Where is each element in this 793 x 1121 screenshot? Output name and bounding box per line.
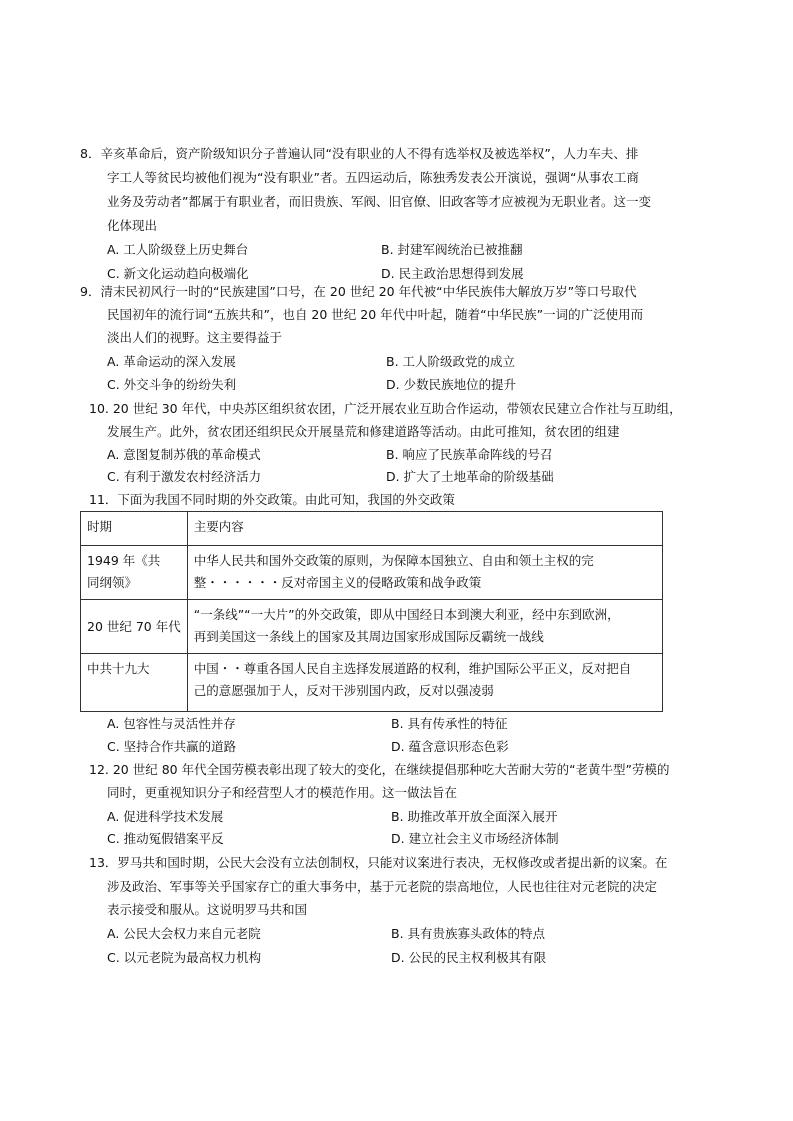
cell-line: 己的意愿强加于人，反对干涉别国内政，反对以强凌弱: [193, 683, 494, 698]
table-cell-content: [187, 546, 662, 600]
q13-line-3: 表示接受和服从。这说明罗马共和国: [107, 902, 308, 917]
q10-option-d[interactable]: D. 扩大了土地革命的阶级基础: [386, 469, 554, 484]
q10-option-c[interactable]: C. 有利于激发农村经济活力: [107, 469, 262, 484]
cell-line: 中共十九大: [87, 661, 150, 676]
q10-line-1: 10. 20 世纪 30 年代，中央苏区组织贫农团，广泛开展农业互助合作运动，带领农民建立合作社与互助组，: [89, 401, 682, 416]
table-cell-period: [81, 546, 188, 600]
q12-option-d[interactable]: D. 建立社会主义市场经济体制: [391, 831, 559, 846]
q13-line-2: 涉及政治、军事等关乎国家存亡的重大事务中，基于元老院的崇高地位，人民也往往对元老院的决定: [107, 879, 658, 894]
q8-line-4: 化体现出: [107, 218, 158, 233]
table-cell-content: [187, 600, 662, 654]
q12-line-2: 同时，更重视知识分子和经营型人才的模范作用。这一做法旨在: [107, 785, 458, 800]
cell-line: 同纲领》: [87, 575, 138, 590]
table-header-period: 时期: [81, 512, 188, 546]
q13-option-a[interactable]: A. 公民大会权力来自元老院: [107, 926, 261, 941]
cell-line: 20 世纪 70 年代: [87, 618, 181, 634]
table-header-content: 主要内容: [187, 512, 662, 546]
q8-line-1: 8．辛亥革命后，资产阶级知识分子普遍认同“没有职业的人不得有选举权及被选举权”，人力车夫、排: [80, 146, 639, 161]
table-row: [81, 600, 663, 654]
q11-option-d[interactable]: D. 蕴含意识形态色彩: [391, 739, 509, 754]
q10-option-b[interactable]: B. 响应了民族革命阵线的号召: [386, 447, 553, 462]
q8-line-3: 业务及劳动者”都属于有职业者，而旧贵族、军阀、旧官僚、旧政客等才应被视为无职业者。这一变: [107, 194, 651, 209]
q12-option-b[interactable]: B. 助推改革开放全面深入展开: [391, 809, 558, 824]
q12-line-1: 12. 20 世纪 80 年代全国劳模表彰出现了较大的变化，在继续提倡那种吃大苦耐大劳的“老黄牛型”劳模的: [89, 762, 670, 777]
q11-line-1: 11．下面为我国不同时期的外交政策。由此可知，我国的外交政策: [89, 492, 455, 507]
foreign-policy-table: [80, 511, 663, 712]
cell-line: 再到美国这一条线上的国家及其周边国家形成国际反霸统一战线: [193, 629, 544, 644]
q9-line-3: 淡出人们的视野。这主要得益于: [107, 330, 283, 345]
q13-option-d[interactable]: D. 公民的民主权利极其有限: [391, 950, 547, 965]
q11-option-a[interactable]: A. 包容性与灵活性并存: [107, 716, 236, 731]
q13-option-c[interactable]: C. 以元老院为最高权力机构: [107, 950, 262, 965]
table-cell-content: [187, 654, 662, 712]
q8-option-b[interactable]: B. 封建军阀统治已被推翻: [381, 242, 523, 257]
q12-option-a[interactable]: A. 促进科学技术发展: [107, 809, 224, 824]
q10-option-a[interactable]: A. 意图复制苏俄的革命模式: [107, 447, 261, 462]
q8-option-c[interactable]: C. 新文化运动趋向极端化: [107, 266, 249, 281]
cell-line: 中华人民共和国外交政策的原则，为保障本国独立、自由和领土主权的完: [193, 553, 594, 568]
q9-line-2: 民国初年的流行词“五族共和”，也自 20 世纪 20 年代中叶起，随着“中华民族”一词的广泛使用而: [107, 307, 644, 322]
table-row: [81, 654, 663, 712]
q9-option-a[interactable]: A. 革命运动的深入发展: [107, 354, 236, 369]
q13-option-b[interactable]: B. 具有贵族寡头政体的特点: [391, 926, 546, 941]
q9-option-c[interactable]: C. 外交斗争的纷纷失利: [107, 377, 237, 392]
table-row: [81, 546, 663, 600]
q10-line-2: 发展生产。此外，贫农团还组织民众开展垦荒和修建道路等活动。由此可推知，贫农团的组建: [107, 424, 620, 439]
cell-line: 1949 年《共: [87, 553, 161, 568]
q13-line-1: 13．罗马共和国时期，公民大会没有立法创制权，只能对议案进行表决，无权修改或者提出新的议案。在: [89, 855, 668, 870]
table-header-row: [81, 512, 663, 546]
table-cell-period: [81, 654, 188, 712]
q11-option-c[interactable]: C. 坚持合作共赢的道路: [107, 739, 237, 754]
q8-option-a[interactable]: A. 工人阶级登上历史舞台: [107, 242, 249, 257]
q9-option-b[interactable]: B. 工人阶级政党的成立: [386, 354, 516, 369]
cell-line: “一条线”“一大片”的外交政策，即从中国经日本到澳大利亚，经中东到欧洲，: [193, 607, 620, 622]
cell-line: 整・・・・・・反对帝国主义的侵略政策和战争政策: [193, 575, 482, 590]
q8-option-d[interactable]: D. 民主政治思想得到发展: [381, 266, 524, 281]
q12-option-c[interactable]: C. 推动冤假错案平反: [107, 831, 224, 846]
q9-line-1: 9．清末民初风行一时的“民族建国”口号，在 20 世纪 20 年代被“中华民族伟大解放万岁”等口号取代: [80, 284, 637, 299]
q11-option-b[interactable]: B. 具有传承性的特征: [391, 716, 508, 731]
q9-option-d[interactable]: D. 少数民族地位的提升: [386, 377, 517, 392]
q8-line-2: 字工人等贫民均被他们视为“没有职业”者。五四运动后，陈独秀发表公开演说，强调“从事农工商: [107, 170, 639, 185]
cell-line: 中国・・尊重各国人民自主选择发展道路的权利，维护国际公平正义，反对把自: [193, 661, 632, 676]
table-cell-period: [81, 600, 188, 654]
